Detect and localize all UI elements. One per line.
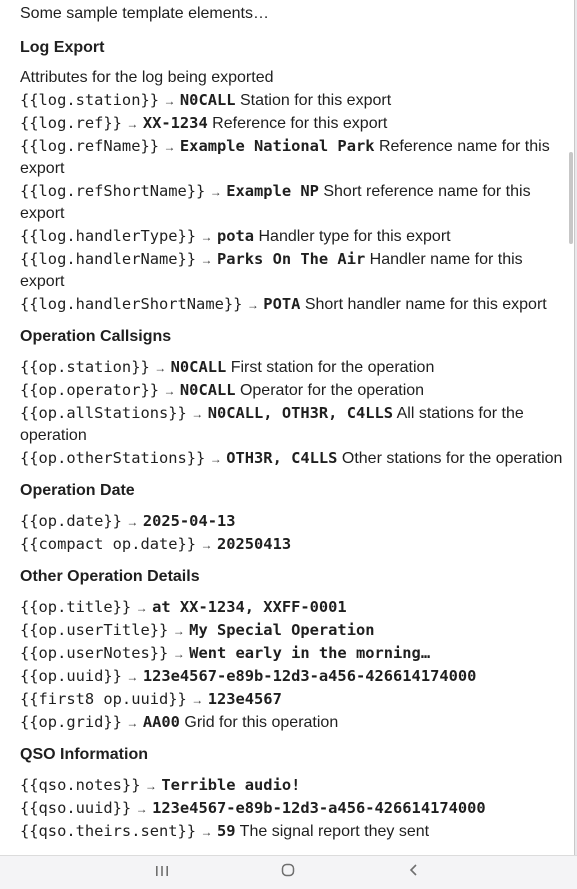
arrow-icon: → — [126, 515, 139, 529]
arrow-icon: → — [144, 779, 157, 793]
template-code: {{log.handlerName}} — [20, 250, 197, 268]
template-code: {{log.handlerShortName}} — [20, 295, 243, 313]
template-code: {{op.otherStations}} — [20, 449, 206, 467]
template-value: POTA — [263, 295, 301, 313]
template-value: 123e4567-e89b-12d3-a456-426614174000 — [142, 667, 477, 685]
section — [20, 744, 565, 843]
template-value: Example National Park — [179, 137, 375, 155]
template-value: Example NP — [226, 182, 319, 200]
template-row — [20, 510, 565, 533]
section-title: Log Export — [20, 39, 105, 56]
template-row — [20, 711, 565, 734]
arrow-icon: → — [209, 185, 222, 199]
template-value: Terrible audio! — [161, 776, 301, 794]
template-value: AA00 — [142, 713, 180, 731]
template-value: N0CALL — [170, 358, 227, 376]
template-row — [20, 402, 565, 447]
back-icon — [408, 863, 420, 882]
arrow-icon: → — [200, 230, 213, 244]
template-value: 123e4567 — [207, 690, 282, 708]
template-row — [20, 533, 565, 556]
template-value: N0CALL — [179, 91, 236, 109]
template-row — [20, 619, 565, 642]
sections-list — [20, 37, 565, 843]
arrow-icon: → — [163, 384, 176, 398]
template-code: {{compact op.date}} — [20, 535, 197, 553]
template-value: XX-1234 — [142, 114, 208, 132]
template-code: {{op.station}} — [20, 358, 150, 376]
template-code: {{op.operator}} — [20, 381, 159, 399]
template-code: {{log.station}} — [20, 91, 159, 109]
recents-button[interactable] — [138, 856, 186, 889]
section-title: QSO Information — [20, 746, 148, 763]
template-row — [20, 180, 565, 225]
home-icon — [281, 863, 295, 882]
template-row — [20, 112, 565, 135]
template-code: {{op.title}} — [20, 598, 132, 616]
template-row — [20, 447, 565, 470]
template-code: {{first8 op.uuid}} — [20, 690, 187, 708]
arrow-icon: → — [200, 538, 213, 552]
template-row — [20, 89, 565, 112]
template-row — [20, 774, 565, 797]
back-button[interactable] — [390, 856, 438, 889]
section-description: Attributes for the log being exported — [20, 69, 274, 86]
arrow-icon: → — [172, 647, 185, 661]
template-value: pota — [216, 227, 255, 245]
template-description: Reference name for this export — [20, 138, 550, 177]
template-row — [20, 820, 565, 843]
template-description: Short reference name for this export — [20, 183, 531, 222]
scrollbar-thumb[interactable] — [569, 152, 573, 244]
arrow-icon: → — [163, 94, 176, 108]
section — [20, 566, 565, 734]
template-description: Reference for this export — [207, 115, 388, 132]
section-title: Operation Date — [20, 482, 135, 499]
arrow-icon: → — [172, 624, 185, 638]
template-code: {{log.refName}} — [20, 137, 159, 155]
template-code: {{qso.theirs.sent}} — [20, 822, 197, 840]
template-row — [20, 797, 565, 820]
template-row — [20, 293, 565, 316]
arrow-icon: → — [135, 802, 148, 816]
arrow-icon: → — [209, 452, 222, 466]
system-navigation-bar — [0, 855, 577, 889]
template-code: {{qso.notes}} — [20, 776, 141, 794]
arrow-icon: → — [200, 825, 213, 839]
template-row — [20, 356, 565, 379]
template-description: Handler name for this export — [20, 251, 523, 290]
template-code: {{op.uuid}} — [20, 667, 122, 685]
template-code: {{op.userNotes}} — [20, 644, 169, 662]
template-description: The signal report they sent — [235, 823, 430, 840]
arrow-icon: → — [126, 670, 139, 684]
arrow-icon: → — [246, 298, 259, 312]
template-row — [20, 225, 565, 248]
section — [20, 37, 565, 316]
template-description: First station for the operation — [226, 359, 435, 376]
arrow-icon: → — [126, 117, 139, 131]
template-description: Station for this export — [235, 92, 392, 109]
template-value: 59 — [216, 822, 236, 840]
template-description: Handler type for this export — [254, 228, 451, 245]
template-value: Parks On The Air — [216, 250, 366, 268]
arrow-icon: → — [154, 361, 167, 375]
template-code: {{op.grid}} — [20, 713, 122, 731]
arrow-icon: → — [163, 140, 176, 154]
home-button[interactable] — [264, 856, 312, 889]
arrow-icon: → — [191, 407, 204, 421]
template-value: N0CALL, OTH3R, C4LLS — [207, 404, 394, 422]
template-description: Grid for this operation — [179, 714, 339, 731]
arrow-icon: → — [135, 601, 148, 615]
template-value: at XX-1234, XXFF-0001 — [152, 598, 347, 616]
template-row — [20, 642, 565, 665]
section — [20, 326, 565, 470]
template-row — [20, 135, 565, 180]
template-value: My Special Operation — [189, 621, 375, 639]
template-row — [20, 688, 565, 711]
template-value: 2025-04-13 — [142, 512, 236, 530]
template-code: {{log.ref}} — [20, 114, 122, 132]
recents-icon — [155, 864, 169, 882]
template-code: {{log.handlerType}} — [20, 227, 197, 245]
template-row — [20, 379, 565, 402]
template-value: 123e4567-e89b-12d3-a456-426614174000 — [152, 799, 486, 817]
template-row — [20, 596, 565, 619]
arrow-icon: → — [191, 693, 204, 707]
intro-text: Some sample template elements… — [20, 5, 269, 22]
template-code: {{qso.uuid}} — [20, 799, 132, 817]
section — [20, 480, 565, 556]
template-description: Other stations for the operation — [337, 450, 563, 467]
template-code: {{op.userTitle}} — [20, 621, 169, 639]
template-row — [20, 248, 565, 293]
template-code: {{log.refShortName}} — [20, 182, 206, 200]
template-value: 20250413 — [216, 535, 292, 553]
template-value: Went early in the morning… — [189, 644, 431, 662]
arrow-icon: → — [126, 716, 139, 730]
template-description: Operator for the operation — [235, 382, 425, 399]
arrow-icon: → — [200, 253, 213, 267]
template-description: Short handler name for this export — [300, 296, 547, 313]
template-value: OTH3R, C4LLS — [226, 449, 338, 467]
section-title: Other Operation Details — [20, 568, 200, 585]
template-row — [20, 665, 565, 688]
section-title: Operation Callsigns — [20, 328, 172, 345]
template-value: N0CALL — [179, 381, 236, 399]
template-code: {{op.allStations}} — [20, 404, 187, 422]
template-description: All stations for the operation — [20, 405, 524, 444]
template-code: {{op.date}} — [20, 512, 122, 530]
